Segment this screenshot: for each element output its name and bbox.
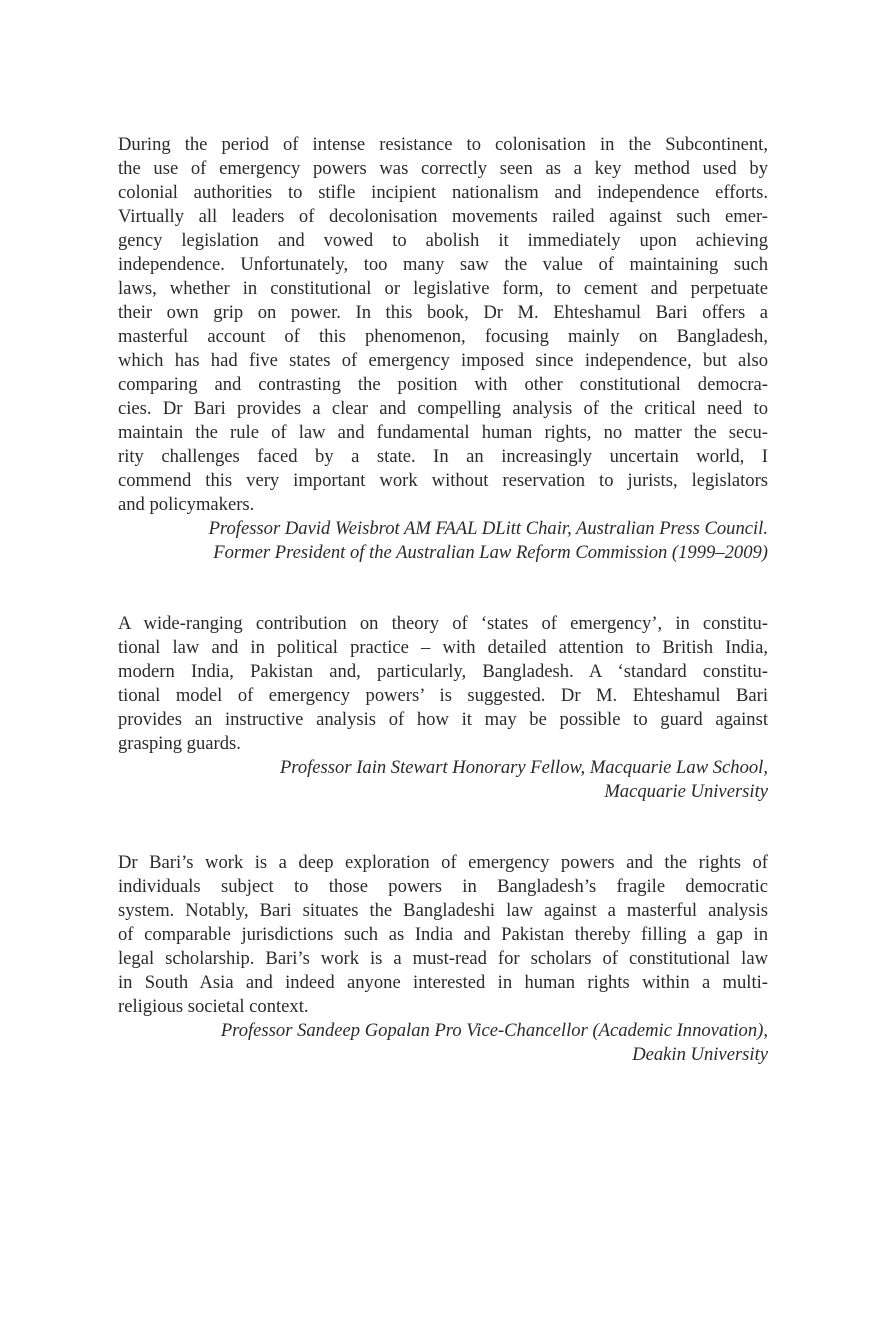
- quote-line: A wide-ranging contribution on theory of ‘states of emergency’, in constitu-: [118, 613, 768, 634]
- quote-line: system. Notably, Bari situates the Bangladeshi law against a masterful analysis: [118, 900, 768, 921]
- quote-line: modern India, Pakistan and, particularly, Bangladesh. A ‘standard constitu-: [118, 661, 768, 682]
- quote-line: cies. Dr Bari provides a clear and compelling analysis of the critical need to: [118, 398, 768, 419]
- quote-line: of comparable jurisdictions such as India and Pakistan thereby filling a gap in: [118, 924, 768, 945]
- attribution-line: Macquarie University: [604, 781, 768, 802]
- quote-line: their own grip on power. In this book, Dr M. Ehteshamul Bari offers a: [118, 302, 768, 323]
- attribution-line: Former President of the Australian Law Reform Commission (1999–2009): [213, 542, 768, 563]
- quote-line: rity challenges faced by a state. In an increasingly uncertain world, I: [118, 446, 768, 467]
- spacer: [118, 565, 768, 612]
- attribution-line: Professor Iain Stewart Honorary Fellow, Macquarie Law School,: [279, 757, 768, 778]
- quote-line: and policymakers.: [118, 494, 255, 515]
- quote-line: comparing and contrasting the position with other constitutional democra-: [118, 374, 768, 395]
- quote-line: maintain the rule of law and fundamental human rights, no matter the secu-: [118, 422, 768, 443]
- quote-line: Dr Bari’s work is a deep exploration of emergency powers and the rights of: [118, 852, 768, 873]
- endorsement-attribution: [118, 756, 768, 804]
- endorsement-3: [118, 851, 768, 1067]
- spacer: [118, 804, 768, 851]
- quote-line: individuals subject to those powers in Bangladesh’s fragile democratic: [118, 876, 768, 897]
- quote-line: laws, whether in constitutional or legislative form, to cement and perpetuate: [118, 278, 768, 299]
- attribution-line: Deakin University: [632, 1044, 768, 1065]
- endorsement-attribution: [118, 517, 768, 565]
- quote-line: masterful account of this phenomenon, focusing mainly on Bangladesh,: [118, 326, 768, 347]
- quote-line: Virtually all leaders of decolonisation movements railed against such emer-: [118, 206, 768, 227]
- endorsements-page: [118, 133, 768, 1067]
- attribution-line: Professor David Weisbrot AM FAAL DLitt Chair, Australian Press Council.: [208, 518, 768, 539]
- endorsement-quote: [118, 851, 768, 1019]
- attribution-line: Professor Sandeep Gopalan Pro Vice-Chancellor (Academic Innovation),: [220, 1020, 768, 1041]
- endorsement-1: [118, 133, 768, 565]
- quote-line: the use of emergency powers was correctly seen as a key method used by: [118, 158, 768, 179]
- endorsement-2: [118, 612, 768, 804]
- quote-line: legal scholarship. Bari’s work is a must-read for scholars of constitutional law: [118, 948, 768, 969]
- quote-line: religious societal context.: [118, 996, 309, 1017]
- quote-line: tional law and in political practice – with detailed attention to British India,: [118, 637, 768, 658]
- quote-line: which has had five states of emergency imposed since independence, but also: [118, 350, 768, 371]
- endorsement-quote: [118, 133, 768, 517]
- quote-line: provides an instructive analysis of how it may be possible to guard against: [118, 709, 768, 730]
- quote-line: colonial authorities to stifle incipient nationalism and independence efforts.: [118, 182, 768, 203]
- quote-line: During the period of intense resistance to colonisation in the Subcontinent,: [118, 134, 768, 155]
- quote-line: independence. Unfortunately, too many saw the value of maintaining such: [118, 254, 768, 275]
- quote-line: in South Asia and indeed anyone interested in human rights within a multi-: [118, 972, 768, 993]
- quote-line: grasping guards.: [118, 733, 241, 754]
- endorsement-attribution: [118, 1019, 768, 1067]
- endorsement-quote: [118, 612, 768, 756]
- quote-line: commend this very important work without reservation to jurists, legislators: [118, 470, 768, 491]
- quote-line: gency legislation and vowed to abolish it immediately upon achieving: [118, 230, 768, 251]
- quote-line: tional model of emergency powers’ is suggested. Dr M. Ehteshamul Bari: [118, 685, 768, 706]
